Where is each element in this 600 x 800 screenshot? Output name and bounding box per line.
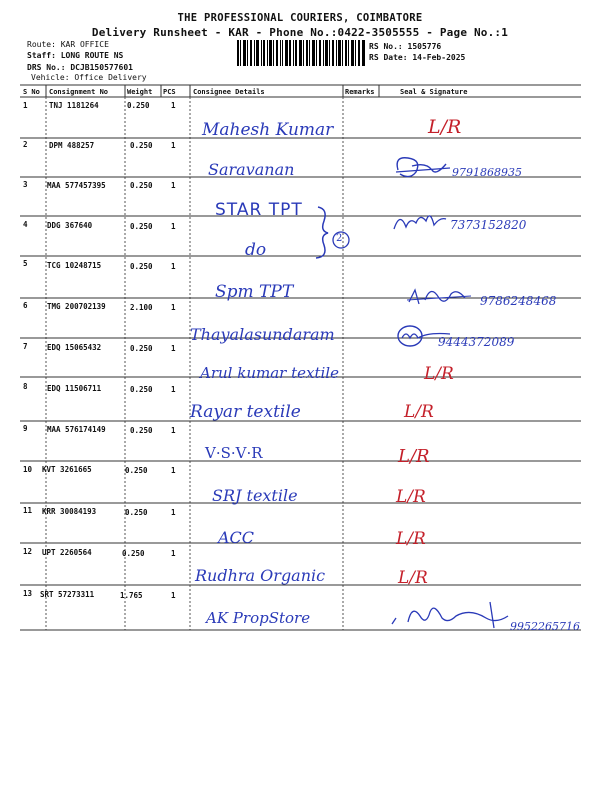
signature-lr-12: L/R bbox=[398, 568, 428, 588]
rs-date: RS Date: 14-Feb-2025 bbox=[369, 53, 466, 62]
signature-lr-1: L/R bbox=[428, 116, 462, 138]
row-4-consignment: DDG 367640 bbox=[47, 221, 93, 230]
row-6-sno: 6 bbox=[23, 301, 28, 310]
row-10-pcs: 1 bbox=[171, 466, 176, 475]
row-8-sno: 8 bbox=[23, 382, 28, 391]
row-12-sno: 12 bbox=[23, 547, 33, 556]
row-9-weight: 0.250 bbox=[130, 426, 153, 435]
handwritten-consignee-9: V·S·V·R bbox=[205, 444, 263, 462]
vehicle-label: Vehicle: Office Delivery bbox=[31, 73, 147, 82]
row-2-weight: 0.250 bbox=[130, 141, 153, 150]
handwritten-consignee-6: Thayalasundaram bbox=[190, 325, 335, 344]
row-2-sno: 2 bbox=[23, 140, 28, 149]
handwritten-consignee-3: STAR TPT bbox=[215, 200, 303, 220]
row-6-pcs: 1 bbox=[171, 303, 176, 312]
col-header-weight: Weight bbox=[127, 88, 153, 96]
row-13-pcs: 1 bbox=[171, 591, 176, 600]
runsheet-subtitle: Delivery Runsheet - KAR - Phone No.:0422-3505555 - Page No.:1 bbox=[91, 26, 509, 39]
row-4-weight: 0.250 bbox=[130, 222, 153, 231]
col-header-sno: S No bbox=[23, 88, 40, 96]
row-3-weight: 0.250 bbox=[130, 181, 153, 190]
signature-phone-6: 9444372089 bbox=[438, 335, 515, 349]
signature-phone-2: 9791868935 bbox=[452, 166, 522, 179]
row-13-weight: 1.765 bbox=[120, 591, 143, 600]
col-header-consignee: Consignee Details bbox=[193, 88, 265, 96]
signature-lr-8: L/R bbox=[404, 402, 434, 422]
row-7-sno: 7 bbox=[23, 342, 28, 351]
row-10-sno: 10 bbox=[23, 465, 33, 474]
row-4-pcs: 1 bbox=[171, 222, 176, 231]
signature-lr-10: L/R bbox=[396, 487, 426, 507]
row-7-weight: 0.250 bbox=[130, 344, 153, 353]
handwritten-consignee-13: AK PropStore bbox=[206, 609, 311, 627]
col-header-seal-signature: Seal & Signature bbox=[400, 88, 468, 96]
row-4-sno: 4 bbox=[23, 220, 28, 229]
row-7-consignment: EDQ 15065432 bbox=[47, 343, 102, 352]
row-10-weight: 0.250 bbox=[125, 466, 148, 475]
row-1-consignment: TNJ 1181264 bbox=[49, 101, 99, 110]
handwritten-consignee-8: Rayar textile bbox=[190, 402, 301, 422]
signature-lr-7: L/R bbox=[424, 364, 454, 384]
row-11-consignment: KRR 30084193 bbox=[42, 507, 97, 516]
row-9-consignment: MAA 576174149 bbox=[47, 425, 106, 434]
staff-label: Staff: LONG ROUTE NS bbox=[27, 51, 124, 60]
row-12-weight: 0.250 bbox=[122, 549, 145, 558]
row-6-consignment: TMG 200702139 bbox=[47, 302, 106, 311]
signature-scribble-5 bbox=[405, 282, 475, 310]
row-6-weight: 2.100 bbox=[130, 303, 153, 312]
col-header-remarks: Remarks bbox=[345, 88, 375, 96]
row-8-weight: 0.250 bbox=[130, 385, 153, 394]
row-11-weight: 0.250 bbox=[125, 508, 148, 517]
handwritten-consignee-1: Mahesh Kumar bbox=[202, 120, 334, 140]
handwritten-consignee-11: ACC bbox=[218, 528, 255, 547]
signature-lr-11: L/R bbox=[396, 529, 426, 549]
rs-number: RS No.: 1505776 bbox=[369, 42, 442, 51]
handwritten-consignee-7: Arul kumar textile bbox=[200, 364, 339, 382]
row-10-consignment: KVT 3261665 bbox=[42, 465, 92, 474]
row-2-pcs: 1 bbox=[171, 141, 176, 150]
row-13-consignment: SRT 57273311 bbox=[40, 590, 95, 599]
handwritten-consignee-4: do bbox=[245, 240, 267, 260]
row-13-sno: 13 bbox=[23, 589, 33, 598]
signature-lr-9: L/R bbox=[398, 446, 430, 467]
row-12-consignment: UPT 2260564 bbox=[42, 548, 92, 557]
row-12-pcs: 1 bbox=[171, 549, 176, 558]
row-5-consignment: TCG 10248715 bbox=[47, 261, 102, 270]
row-3-consignment: MAA 577457395 bbox=[47, 181, 106, 190]
drs-number: DRS No.: DCJB150577601 bbox=[27, 63, 133, 72]
row-11-sno: 11 bbox=[23, 506, 33, 515]
signature-scribble-4 bbox=[390, 205, 450, 235]
handwritten-circled-number: 2 bbox=[336, 233, 343, 244]
row-3-pcs: 1 bbox=[171, 181, 176, 190]
signature-phone-13: 9952265716 bbox=[510, 620, 580, 633]
row-8-consignment: EDQ 11506711 bbox=[47, 384, 102, 393]
row-3-sno: 3 bbox=[23, 180, 28, 189]
handwritten-consignee-5: Spm TPT bbox=[215, 282, 294, 302]
row-5-weight: 0.250 bbox=[130, 262, 153, 271]
route-label: Route: KAR OFFICE bbox=[27, 40, 109, 49]
row-8-pcs: 1 bbox=[171, 385, 176, 394]
signature-phone-5: 9786248468 bbox=[480, 294, 557, 308]
row-5-sno: 5 bbox=[23, 259, 28, 268]
row-1-pcs: 1 bbox=[171, 101, 176, 110]
signature-scribble-2 bbox=[392, 152, 452, 182]
handwritten-consignee-10: SRJ textile bbox=[212, 486, 298, 505]
row-1-sno: 1 bbox=[23, 101, 28, 110]
brace-mark-icon bbox=[314, 205, 354, 260]
row-5-pcs: 1 bbox=[171, 262, 176, 271]
signature-phone-4: 7373152820 bbox=[450, 218, 527, 232]
row-11-pcs: 1 bbox=[171, 508, 176, 517]
signature-scribble-13 bbox=[386, 598, 516, 634]
row-9-pcs: 1 bbox=[171, 426, 176, 435]
row-9-sno: 9 bbox=[23, 424, 28, 433]
row-2-consignment: DPM 488257 bbox=[49, 141, 95, 150]
row-1-weight: 0.250 bbox=[127, 101, 150, 110]
row-7-pcs: 1 bbox=[171, 344, 176, 353]
company-title: THE PROFESSIONAL COURIERS, COIMBATORE bbox=[177, 12, 423, 24]
handwritten-consignee-2: Saravanan bbox=[208, 160, 295, 179]
col-header-pcs: PCS bbox=[163, 88, 176, 96]
handwritten-consignee-12: Rudhra Organic bbox=[195, 566, 326, 585]
col-header-consignment: Consignment No bbox=[49, 88, 109, 96]
